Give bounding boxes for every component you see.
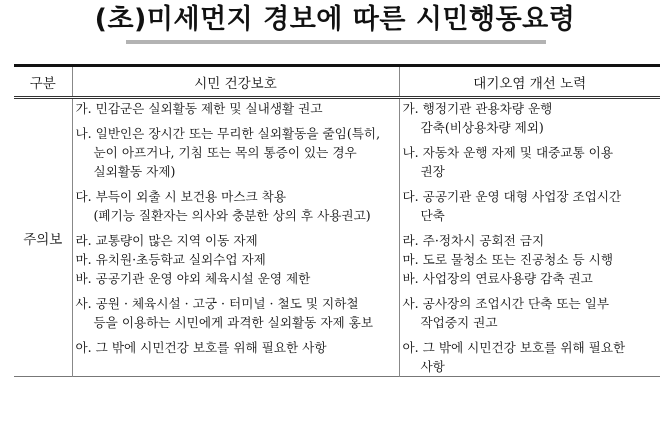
health-item	[73, 187, 399, 225]
air-item-line: 바. 사업장의 연료사용량 감축 권고	[402, 271, 593, 286]
health-protection-list	[72, 98, 399, 377]
health-item	[73, 99, 399, 118]
air-item	[400, 250, 661, 269]
air-item	[400, 338, 661, 376]
air-item-line: 가. 행정기관 관용차량 운행	[402, 101, 553, 116]
health-item-line: (폐기능 질환자는 의사와 충분한 상의 후 사용권고)	[93, 208, 371, 223]
health-item-line: 사. 공원 · 체육시설 · 고궁 · 터미널 · 철도 및 지하철	[75, 296, 359, 311]
health-item-line: 라. 교통량이 많은 지역 이동 자제	[75, 233, 258, 248]
health-item	[73, 250, 399, 269]
air-item-line: 권장	[420, 164, 445, 179]
health-item	[73, 269, 399, 288]
air-item	[400, 187, 661, 225]
air-item-line: 사항	[420, 359, 445, 374]
air-item-line: 마. 도로 물청소 또는 진공청소 등 시행	[402, 252, 614, 267]
health-item-line: 나. 일반인은 장시간 또는 무리한 실외활동을 줄임(특히,	[75, 126, 381, 141]
air-item-line: 작업중지 권고	[420, 315, 498, 330]
air-item-line: 단축	[420, 208, 445, 223]
title-underline	[126, 40, 546, 44]
guideline-table	[14, 64, 660, 377]
air-item-line: 사. 공사장의 조업시간 단축 또는 일부	[402, 296, 610, 311]
health-item	[73, 231, 399, 250]
health-item-line: 실외활동 자제)	[93, 164, 176, 179]
air-item	[400, 231, 661, 250]
health-item-line: 등을 이용하는 시민에게 과격한 실외활동 자제 홍보	[93, 315, 373, 330]
air-item	[400, 294, 661, 332]
air-item	[400, 143, 661, 181]
health-item-line: 다. 부득이 외출 시 보건용 마스크 착용	[75, 189, 287, 204]
alert-level-cell: 주의보	[14, 98, 72, 377]
health-item	[73, 124, 399, 181]
air-improvement-list	[399, 98, 660, 377]
health-item-line: 마. 유치원·초등학교 실외수업 자제	[75, 252, 266, 267]
air-item-line: 다. 공공기관 운영 대형 사업장 조업시간	[402, 189, 622, 204]
health-item-line: 아. 그 밖에 시민건강 보호를 위해 필요한 사항	[75, 340, 327, 355]
table-row-advisory	[14, 98, 660, 377]
air-item-line: 아. 그 밖에 시민건강 보호를 위해 필요한	[402, 340, 626, 355]
page-title: (초)미세먼지 경보에 따른 시민행동요령	[94, 4, 576, 35]
header-air-improvement: 대기오염 개선 노력	[399, 66, 660, 98]
header-health-protection: 시민 건강보호	[72, 66, 399, 98]
health-item	[73, 338, 399, 357]
table-header-row	[14, 66, 660, 98]
air-item	[400, 99, 661, 137]
air-item-line: 감축(비상용차량 제외)	[420, 120, 544, 135]
air-item-line: 나. 자동차 운행 자제 및 대중교통 이용	[402, 145, 614, 160]
air-item-line: 라. 주·정차시 공회전 금지	[402, 233, 545, 248]
header-category: 구분	[14, 66, 72, 98]
air-item	[400, 269, 661, 288]
health-item-line: 바. 공공기관 운영 야외 체육시설 운영 제한	[75, 271, 311, 286]
health-item-line: 눈이 아프거나, 기침 또는 목의 통증이 있는 경우	[93, 145, 357, 160]
health-item	[73, 294, 399, 332]
health-item-line: 가. 민감군은 실외활동 제한 및 실내생활 권고	[75, 101, 323, 116]
